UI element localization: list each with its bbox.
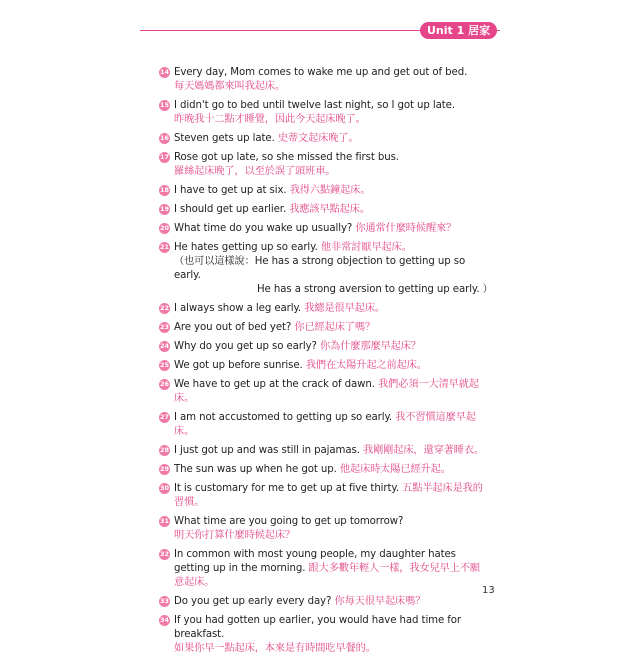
english-sentence: I have to get up at six. (174, 185, 287, 196)
entry-number: 32 (159, 550, 170, 558)
english-sentence: Steven gets up late. (174, 133, 275, 144)
sentence-entry (159, 444, 489, 458)
chinese-translation: 跟大多數年輕人一樣，我女兒早上不願意起床。 (174, 563, 481, 588)
sentence-entry (159, 378, 489, 406)
sentence-list (159, 66, 493, 661)
entry-number: 21 (159, 243, 170, 251)
entry-number: 25 (159, 361, 170, 369)
chinese-translation: 我得六點鐘起床。 (289, 185, 371, 196)
english-sentence: I just got up and was still in pajamas. (174, 445, 360, 456)
english-sentence: He hates getting up so early. (174, 242, 318, 253)
chinese-translation: 五點半起床是我的習慣。 (174, 483, 483, 508)
english-sentence: I should get up earlier. (174, 204, 287, 215)
english-sentence: I always show a leg early. (174, 303, 302, 314)
english-sentence: If you had gotten up earlier, you would have had time for breakfast. (174, 615, 462, 640)
page-number: 13 (482, 585, 495, 596)
entry-number: 16 (159, 134, 170, 142)
english-sentence: The sun was up when he got up. (174, 464, 337, 475)
entry-number: 19 (159, 205, 170, 213)
chinese-translation: 每天媽媽都來叫我起床。 (174, 81, 285, 92)
chinese-translation: 你為什麼那麼早起床？ (320, 341, 421, 352)
english-sentence: I didn't go to bed until twelve last night, so I got up late. (174, 100, 455, 111)
chinese-translation: 你通常什麼時候醒來？ (355, 223, 457, 234)
sentence-entry (159, 595, 489, 609)
sentence-entry (159, 515, 489, 543)
entry-number: 22 (159, 304, 170, 312)
sentence-entry (159, 222, 489, 236)
sentence-entry (159, 203, 489, 217)
sentence-entry (159, 66, 489, 94)
english-sentence: Do you get up early every day? (174, 596, 332, 607)
english-sentence: It is customary for me to get up at five thirty. (174, 483, 400, 494)
chinese-translation: 如果你早一點起床，本來是有時間吃早餐的。 (174, 643, 376, 654)
sentence-entry (159, 411, 489, 439)
english-sentence: Rose got up late, so she missed the first bus. (174, 152, 399, 163)
chinese-translation: 昨晚我十二點才睡覺，因此今天起床晚了。 (174, 114, 366, 125)
sentence-entry (159, 340, 489, 354)
english-sentence: We got up before sunrise. (174, 360, 303, 371)
english-sentence: In common with most young people, my daughter hates getting up in the morning. (174, 549, 456, 574)
entry-number: 33 (159, 597, 170, 605)
entry-number: 26 (159, 380, 170, 388)
entry-number: 20 (159, 224, 170, 232)
english-sentence: Every day, Mom comes to wake me up and get out of bed. (174, 67, 468, 78)
entry-number: 18 (159, 186, 170, 194)
chinese-translation: 我們在太陽升起之前起床。 (305, 360, 427, 371)
entry-number: 15 (159, 101, 170, 109)
sentence-entry (159, 321, 489, 335)
sentence-entry (159, 614, 489, 656)
entry-number: 23 (159, 323, 170, 331)
chinese-translation: 你已經起床了嗎？ (294, 322, 376, 333)
chinese-translation: 明天你打算什麼時候起床？ (174, 530, 296, 541)
chinese-translation: 我應該早點起床。 (289, 204, 370, 215)
sentence-entry (159, 241, 493, 297)
english-sentence: I am not accustomed to getting up so early. (174, 412, 393, 423)
alternative-expression: （也可以這樣說：He has a strong objection to getting up so early. (174, 256, 466, 281)
entry-number: 24 (159, 342, 170, 350)
chinese-translation: 他非常討厭早起床。 (320, 242, 412, 253)
sentence-entry (159, 151, 489, 179)
english-sentence: We have to get up at the crack of dawn. (174, 379, 375, 390)
entry-number: 30 (159, 484, 170, 492)
sentence-entry (159, 132, 489, 146)
chinese-translation: 他起床時太陽已經升起。 (339, 464, 451, 475)
entry-number: 17 (159, 153, 170, 161)
english-sentence: What time do you wake up usually? (174, 223, 353, 234)
chinese-translation: 我們必須一大清早就起床。 (174, 379, 479, 404)
chinese-translation: 我剛剛起床，還穿著睡衣。 (362, 445, 485, 456)
entry-number: 29 (159, 465, 170, 473)
english-sentence: Are you out of bed yet? (174, 322, 292, 333)
sentence-entry (159, 184, 489, 198)
chinese-translation: 羅絲起床晚了，以至於誤了頭班車。 (174, 166, 336, 177)
entry-number: 14 (159, 68, 170, 76)
entry-number: 34 (159, 616, 170, 624)
alternative-expression: He has a strong aversion to getting up early. ） (257, 284, 493, 295)
sentence-entry (159, 99, 489, 127)
sentence-entry (159, 548, 489, 590)
sentence-entry (159, 302, 489, 316)
chinese-translation: 我不習慣這麼早起床。 (174, 412, 476, 437)
sentence-entry (159, 463, 489, 477)
entry-number: 28 (159, 446, 170, 454)
chinese-translation: 你每天很早起床嗎？ (334, 596, 426, 607)
sentence-entry (159, 482, 489, 510)
entry-number: 31 (159, 517, 170, 525)
english-sentence: What time are you going to get up tomorrow? (174, 516, 404, 527)
sentence-entry (159, 359, 489, 373)
entry-number: 27 (159, 413, 170, 421)
unit-label: Unit 1 居家 (420, 22, 497, 39)
english-sentence: Why do you get up so early? (174, 341, 317, 352)
chinese-translation: 我總是很早起床。 (304, 303, 385, 314)
chinese-translation: 史蒂文起床晚了。 (277, 133, 359, 144)
